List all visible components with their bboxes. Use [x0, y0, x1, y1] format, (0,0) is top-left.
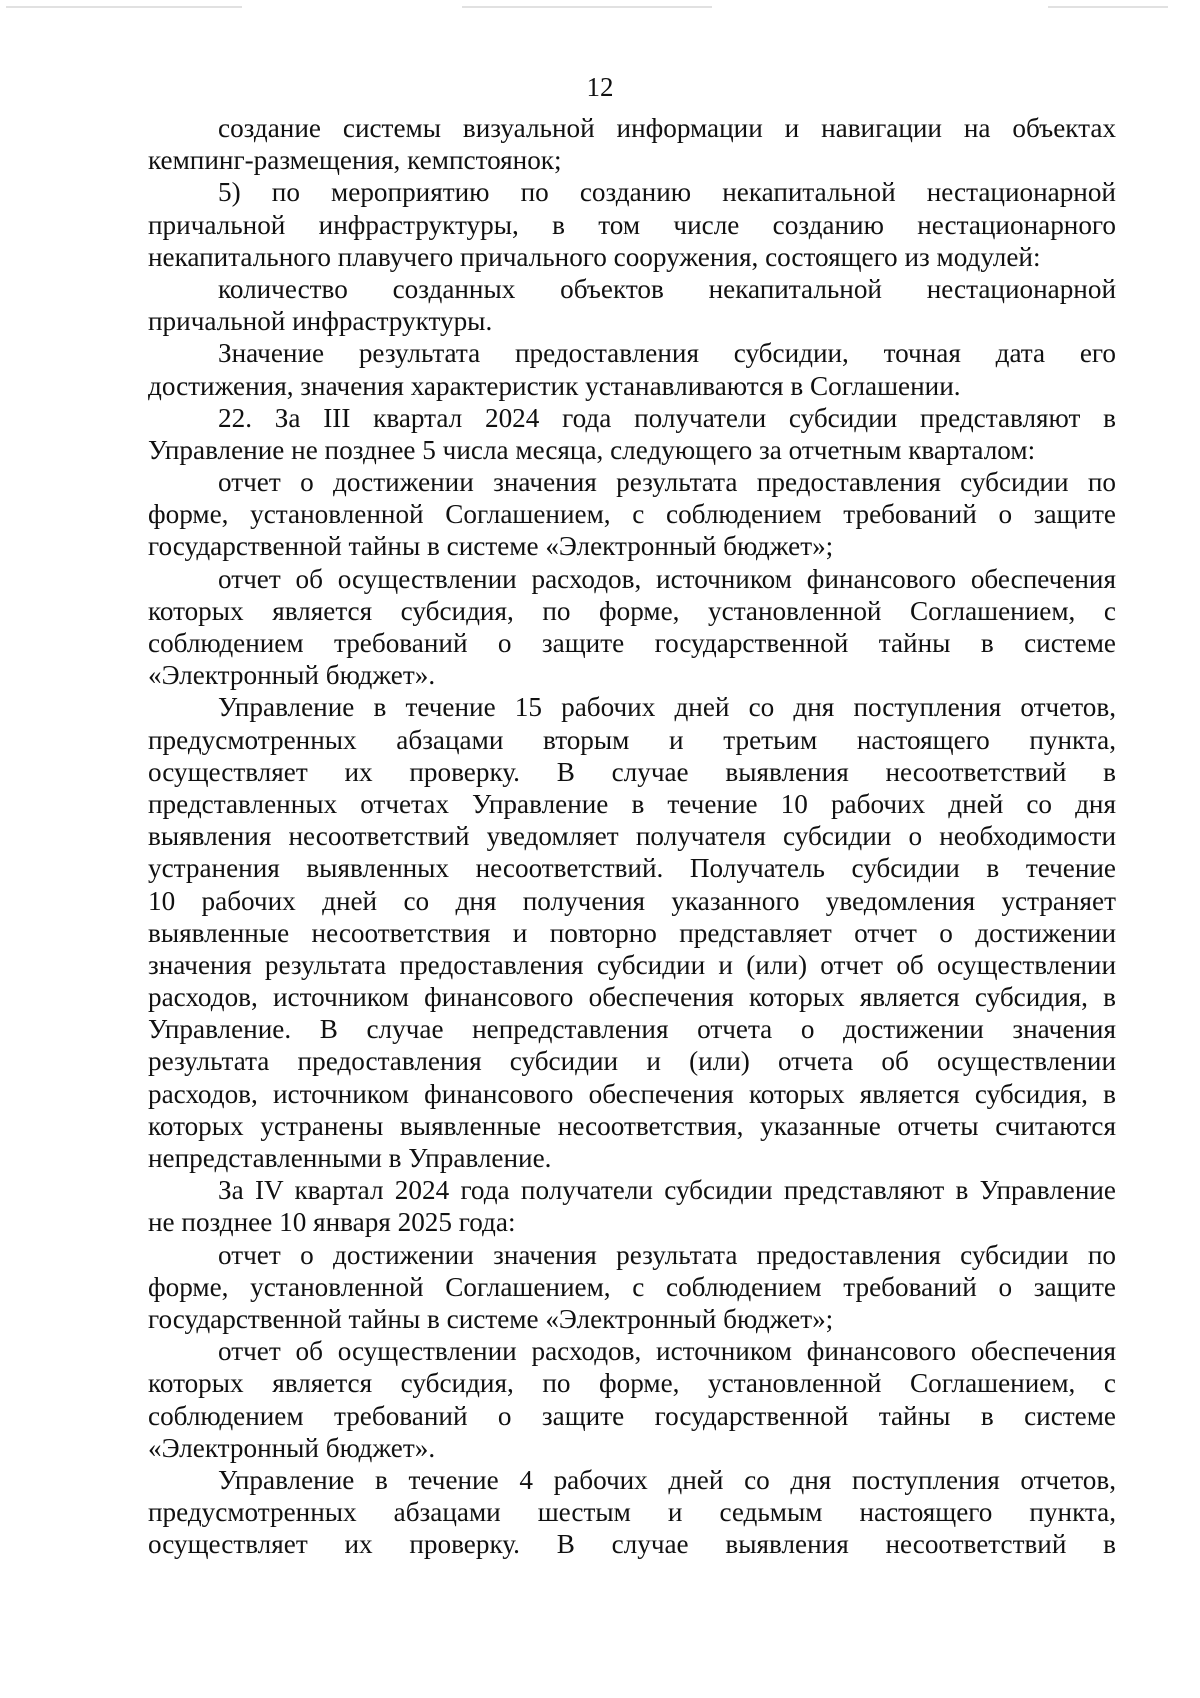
- text-line: предусмотренных абзацами шестым и седьмым настоящего пункта,: [148, 1497, 1116, 1528]
- text-line: создание системы визуальной информации и навигации на объектах: [218, 113, 1116, 143]
- text-line: отчет об осуществлении расходов, источником финансового обеспечения: [218, 563, 1116, 594]
- text-line: государственной тайны в системе «Электронный бюджет»;: [148, 1303, 834, 1334]
- text-line: Управление. В случае непредставления отчета о достижении значения: [148, 1014, 1116, 1045]
- text-line: которых является субсидия, по форме, установленной Соглашением, с: [148, 595, 1116, 626]
- text-line: некапитального плавучего причального сооружения, состоящего из модулей:: [148, 241, 1041, 272]
- text-line: выявленные несоответствия и повторно представляет отчет о достижении: [148, 917, 1116, 948]
- text-line: отчет о достижении значения результата предоставления субсидии по: [218, 467, 1116, 498]
- text-line: значения результата предоставления субсидии и (или) отчет об осуществлении: [148, 949, 1116, 980]
- text-line: достижения, значения характеристик устанавливаются в Соглашении.: [148, 370, 961, 401]
- text-line: Управление в течение 15 рабочих дней со дня поступления отчетов,: [218, 692, 1116, 723]
- text-line: форме, установленной Соглашением, с соблюдением требований о защите: [148, 499, 1116, 530]
- text-line: осуществляет их проверку. В случае выявления несоответствий в: [148, 756, 1116, 787]
- scan-artifact: [0, 4, 1200, 14]
- text-line: форме, установленной Соглашением, с соблюдением требований о защите: [148, 1271, 1116, 1302]
- text-line: Управление в течение 4 рабочих дней со дня поступления отчетов,: [218, 1464, 1116, 1495]
- text-line: отчет о достижении значения результата предоставления субсидии по: [218, 1239, 1116, 1270]
- document-body: [148, 112, 1116, 1560]
- text-line: причальной инфраструктуры.: [148, 306, 493, 337]
- text-line: кемпинг-размещения, кемпстоянок;: [148, 145, 562, 176]
- text-line: соблюдением требований о защите государственной тайны в системе: [148, 1400, 1116, 1431]
- text-line: За IV квартал 2024 года получатели субсидии представляют в Управление: [218, 1175, 1116, 1206]
- text-line: которых устранены выявленные несоответствия, указанные отчеты считаются: [148, 1110, 1116, 1141]
- text-line: которых является субсидия, по форме, установленной Соглашением, с: [148, 1368, 1116, 1399]
- text-line: отчет об осуществлении расходов, источником финансового обеспечения: [218, 1336, 1116, 1367]
- text-line: государственной тайны в системе «Электронный бюджет»;: [148, 531, 834, 562]
- text-line: Управление не позднее 5 числа месяца, следующего за отчетным кварталом:: [148, 434, 1036, 465]
- text-line: непредставленными в Управление.: [148, 1143, 552, 1173]
- text-line: расходов, источником финансового обеспечения которых является субсидия, в: [148, 1078, 1116, 1109]
- text-line: выявления несоответствий уведомляет получателя субсидии о необходимости: [148, 821, 1116, 852]
- text-line: «Электронный бюджет».: [148, 1432, 436, 1463]
- text-line: 5) по мероприятию по созданию некапитальной нестационарной: [218, 177, 1116, 208]
- text-line: осуществляет их проверку. В случае выявления несоответствий в: [148, 1529, 1116, 1560]
- page-number: 12: [586, 72, 614, 102]
- text-line: представленных отчетах Управление в течение 10 рабочих дней со дня: [148, 788, 1116, 819]
- text-line: 22. За III квартал 2024 года получатели субсидии представляют в: [218, 402, 1116, 433]
- text-line: не позднее 10 января 2025 года:: [148, 1207, 516, 1238]
- text-line: Значение результата предоставления субсидии, точная дата его: [218, 338, 1116, 369]
- text-line: предусмотренных абзацами вторым и третьим настоящего пункта,: [148, 724, 1116, 755]
- text-line: количество созданных объектов некапитальной нестационарной: [218, 273, 1116, 304]
- text-line: «Электронный бюджет».: [148, 660, 436, 691]
- text-line: устранения выявленных несоответствий. Получатель субсидии в течение: [148, 853, 1116, 884]
- text-line: 10 рабочих дней со дня получения указанного уведомления устраняет: [148, 885, 1116, 916]
- text-line: причальной инфраструктуры, в том числе созданию нестационарного: [148, 209, 1116, 240]
- text-line: результата предоставления субсидии и (или) отчета об осуществлении: [148, 1046, 1116, 1077]
- text-line: соблюдением требований о защите государственной тайны в системе: [148, 628, 1116, 658]
- text-line: расходов, источником финансового обеспечения которых является субсидия, в: [148, 982, 1116, 1013]
